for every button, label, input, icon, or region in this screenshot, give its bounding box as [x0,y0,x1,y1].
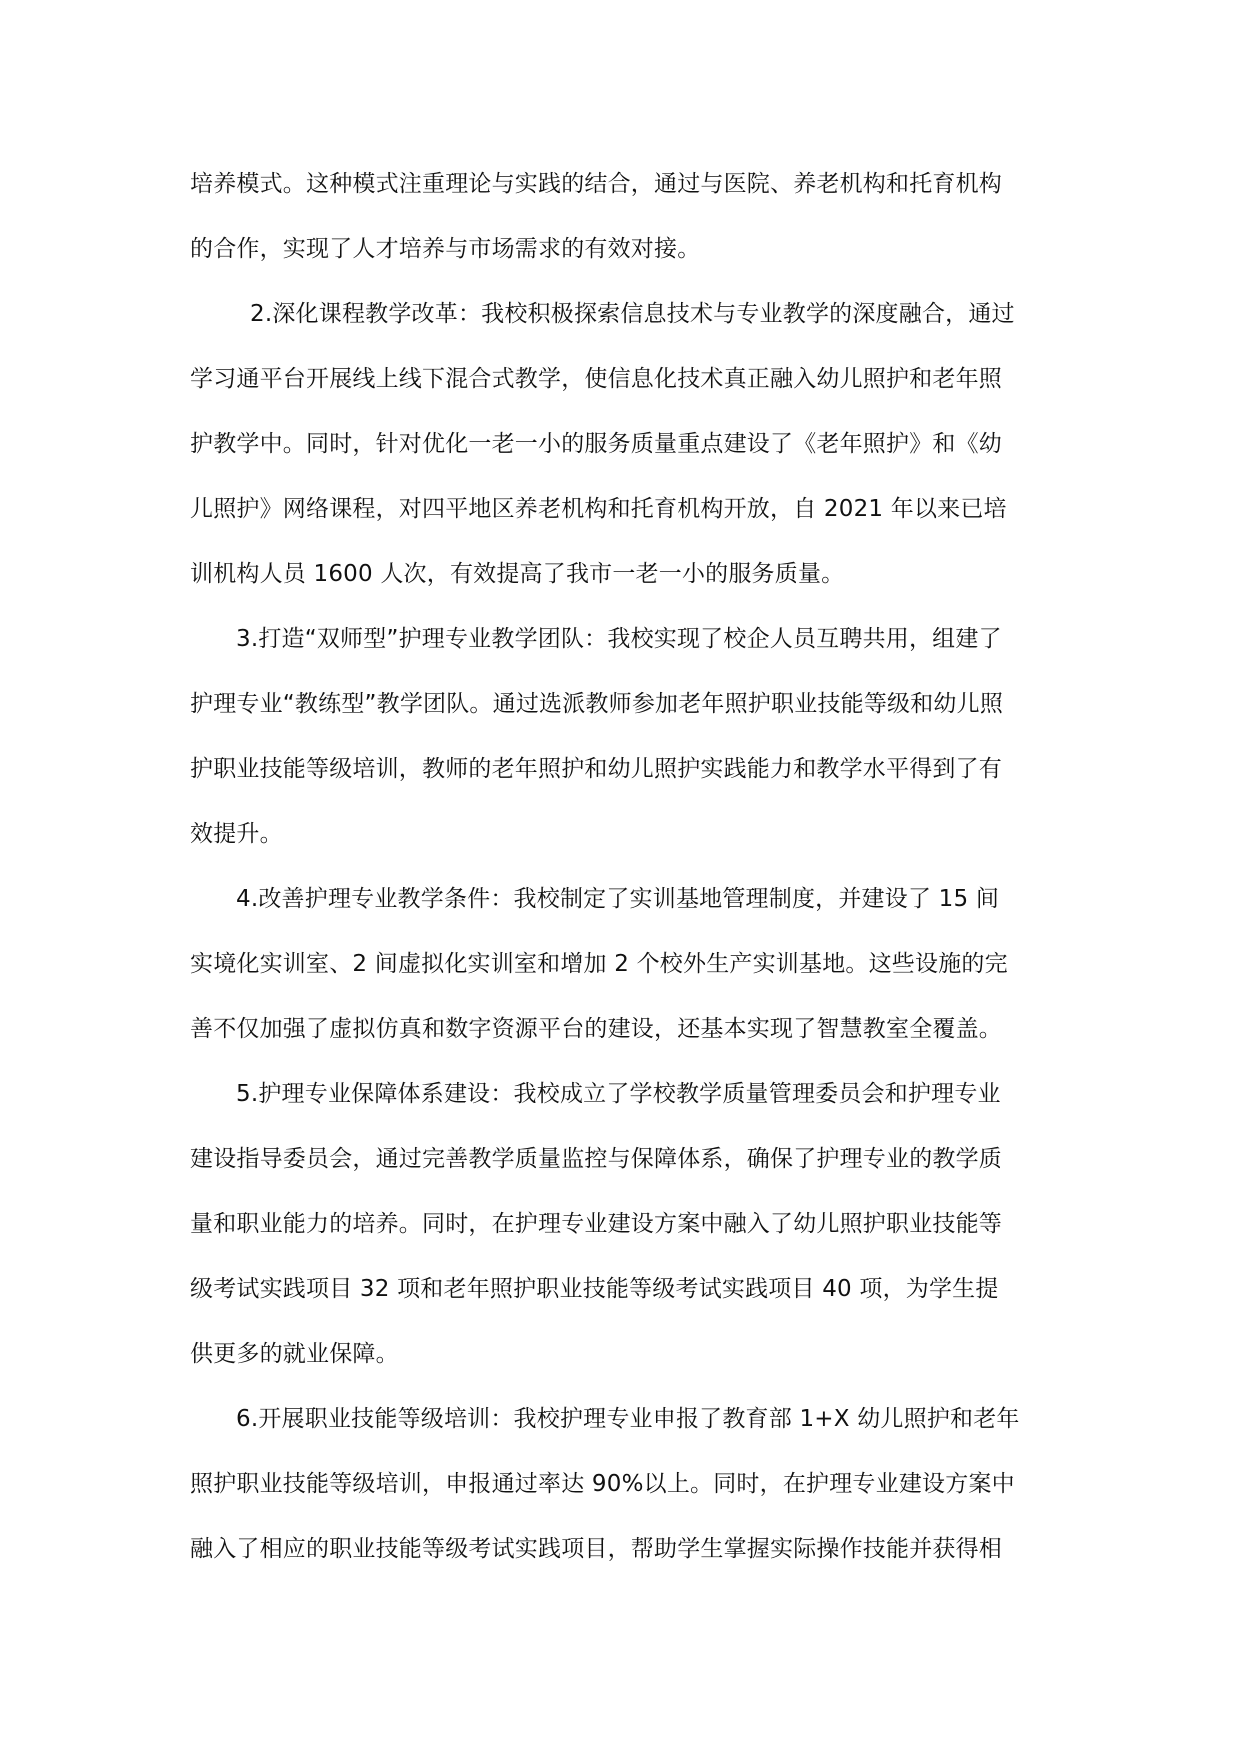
text-line: 融入了相应的职业技能等级考试实践项目，帮助学生掌握实际操作技能并获得相 [190,1536,1002,1562]
paragraph-5 [190,1062,1056,1387]
text-line: 训机构人员 1600 人次，有效提高了我市一老一小的服务质量。 [190,561,845,587]
text-line: 效提升。 [190,821,283,847]
text-line: 善不仅加强了虚拟仿真和数字资源平台的建设，还基本实现了智慧教室全覆盖。 [190,1016,1002,1042]
text-line: 培养模式。这种模式注重理论与实践的结合，通过与医院、养老机构和托育机构 [190,171,1002,197]
paragraph-2 [190,282,1056,607]
text-line: 照护职业技能等级培训，申报通过率达 90%以上。同时，在护理专业建设方案中 [190,1471,1015,1497]
text-line: 3.打造“双师型”护理专业教学团队：我校实现了校企人员互聘共用，组建了 [236,626,1002,652]
paragraph-6 [190,1387,1056,1582]
paragraph-1 [190,152,1056,282]
paragraph-3 [190,607,1056,867]
document-body [190,152,1056,1582]
text-line: 学习通平台开展线上线下混合式教学，使信息化技术真正融入幼儿照护和老年照 [190,366,1002,392]
text-line: 护教学中。同时，针对优化一老一小的服务质量重点建设了《老年照护》和《幼 [190,431,1002,457]
text-line: 供更多的就业保障。 [190,1341,399,1367]
text-line: 实境化实训室、2 间虚拟化实训室和增加 2 个校外生产实训基地。这些设施的完 [190,951,1008,977]
text-line: 的合作，实现了人才培养与市场需求的有效对接。 [190,236,701,262]
text-line: 建设指导委员会，通过完善教学质量监控与保障体系，确保了护理专业的教学质 [190,1146,1002,1172]
text-line: 护职业技能等级培训，教师的老年照护和幼儿照护实践能力和教学水平得到了有 [190,756,1002,782]
text-line: 5.护理专业保障体系建设：我校成立了学校教学质量管理委员会和护理专业 [236,1081,1001,1107]
text-line: 护理专业“教练型”教学团队。通过选派教师参加老年照护职业技能等级和幼儿照 [190,691,1004,717]
text-line: 级考试实践项目 32 项和老年照护职业技能等级考试实践项目 40 项，为学生提 [190,1276,999,1302]
text-line: 量和职业能力的培养。同时，在护理专业建设方案中融入了幼儿照护职业技能等 [190,1211,1002,1237]
text-line: 6.开展职业技能等级培训：我校护理专业申报了教育部 1+X 幼儿照护和老年 [236,1406,1020,1432]
text-line: 儿照护》网络课程，对四平地区养老机构和托育机构开放，自 2021 年以来已培 [190,496,1007,522]
text-line: 2.深化课程教学改革：我校积极探索信息技术与专业教学的深度融合，通过 [250,301,1015,327]
paragraph-4 [190,867,1056,1062]
text-line: 4.改善护理专业教学条件：我校制定了实训基地管理制度，并建设了 15 间 [236,886,1000,912]
